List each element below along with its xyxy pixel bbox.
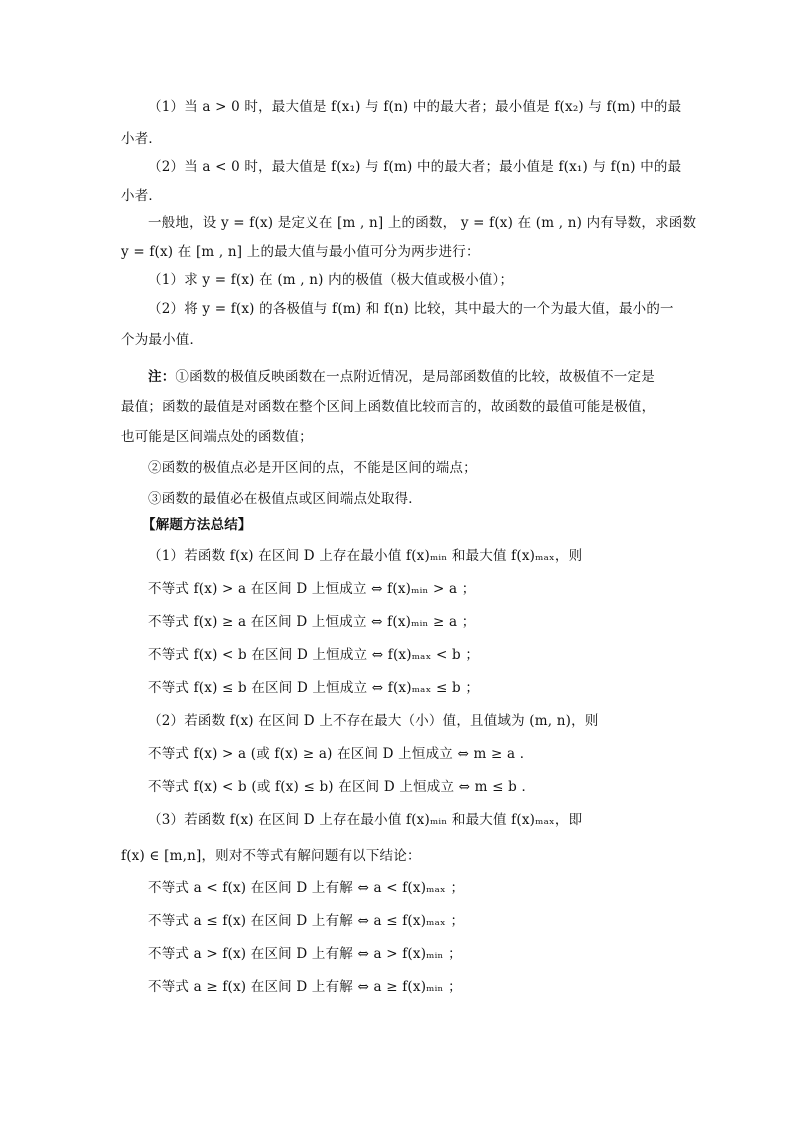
note-line-3: 也可能是区间端点处的函数值； [121,429,313,445]
summary-1-item-d: 不等式 f(x) ≤ b 在区间 D 上恒成立 ⇔ f(x)ₘₐₓ ≤ b ； [148,680,480,696]
note-text-1: ①函数的极值反映函数在一点附近情况，是局部函数值的比较，故极值不一定是 [175,369,655,385]
summary-3-item-a: 不等式 a < f(x) 在区间 D 上有解 ⇔ a < f(x)ₘₐₓ ； [148,880,465,896]
case-positive-line-1: （1）当 a > 0 时，最大值是 f(x₁) 与 f(n) 中的最大者；最小值是 f(x₂) 与 f(m) 中的最 [148,99,682,115]
summary-3-intro-line-2: f(x) ∈ [m,n]，则对不等式有解问题有以下结论： [121,848,421,864]
general-statement-line-1: 一般地，设 y = f(x) 是定义在 [m , n] 上的函数， y = f(x) 在 (m , n) 内有导数，求函数 [148,215,697,231]
summary-1-item-b: 不等式 f(x) ≥ a 在区间 D 上恒成立 ⇔ f(x)ₘᵢₙ ≥ a ； [148,614,476,630]
case-negative-line-2: 小者． [121,188,163,204]
summary-3-intro-line-1: （3）若函数 f(x) 在区间 D 上存在最小值 f(x)ₘᵢₙ 和最大值 f(x)ₘₐₓ，即 [148,812,583,828]
summary-3-item-c: 不等式 a > f(x) 在区间 D 上有解 ⇔ a > f(x)ₘᵢₙ ； [148,946,462,962]
summary-heading: 【解题方法总结】 [142,517,252,533]
note-line-1 [148,367,655,387]
summary-2-intro: （2）若函数 f(x) 在区间 D 上不存在最大（小）值，且值域为 (m, n)，则 [148,713,599,729]
note-line-5: ③函数的最值必在极值点或区间端点处取得． [148,491,422,507]
summary-1-item-a: 不等式 f(x) > a 在区间 D 上恒成立 ⇔ f(x)ₘᵢₙ > a ； [148,581,476,597]
summary-2-item-b: 不等式 f(x) < b (或 f(x) ≤ b) 在区间 D 上恒成立 ⇔ m ≤ b ． [148,779,536,795]
step-2-line-1: （2）将 y = f(x) 的各极值与 f(m) 和 f(n) 比较，其中最大的一个为最大值，最小的一 [148,301,674,317]
note-line-4: ②函数的极值点必是开区间的点，不能是区间的端点； [148,460,477,476]
step-1-text: （1）求 y = f(x) 在 (m , n) 内的极值（极大值或极小值）； [148,272,514,288]
summary-1-item-c: 不等式 f(x) < b 在区间 D 上恒成立 ⇔ f(x)ₘₐₓ < b ； [148,647,480,663]
summary-3-item-b: 不等式 a ≤ f(x) 在区间 D 上有解 ⇔ a ≤ f(x)ₘₐₓ ； [148,913,465,929]
step-2-line-2: 个为最小值． [121,332,204,348]
summary-2-item-a: 不等式 f(x) > a (或 f(x) ≥ a) 在区间 D 上恒成立 ⇔ m ≥ a ． [148,746,534,762]
case-negative-line-1: （2）当 a < 0 时，最大值是 f(x₂) 与 f(m) 中的最大者；最小值是 f(x₁) 与 f(n) 中的最 [148,159,682,175]
case-positive-line-2: 小者． [121,131,163,147]
summary-1-intro: （1）若函数 f(x) 在区间 D 上存在最小值 f(x)ₘᵢₙ 和最大值 f(x)ₘₐₓ，则 [148,548,583,564]
note-line-2: 最值；函数的最值是对函数在整个区间上函数值比较而言的，故函数的最值可能是极值， [121,399,656,415]
summary-3-item-d: 不等式 a ≥ f(x) 在区间 D 上有解 ⇔ a ≥ f(x)ₘᵢₙ ； [148,979,462,995]
general-statement-line-2: y = f(x) 在 [m , n] 上的最大值与最小值可分为两步进行： [121,244,480,260]
note-label: 注： [148,369,176,385]
